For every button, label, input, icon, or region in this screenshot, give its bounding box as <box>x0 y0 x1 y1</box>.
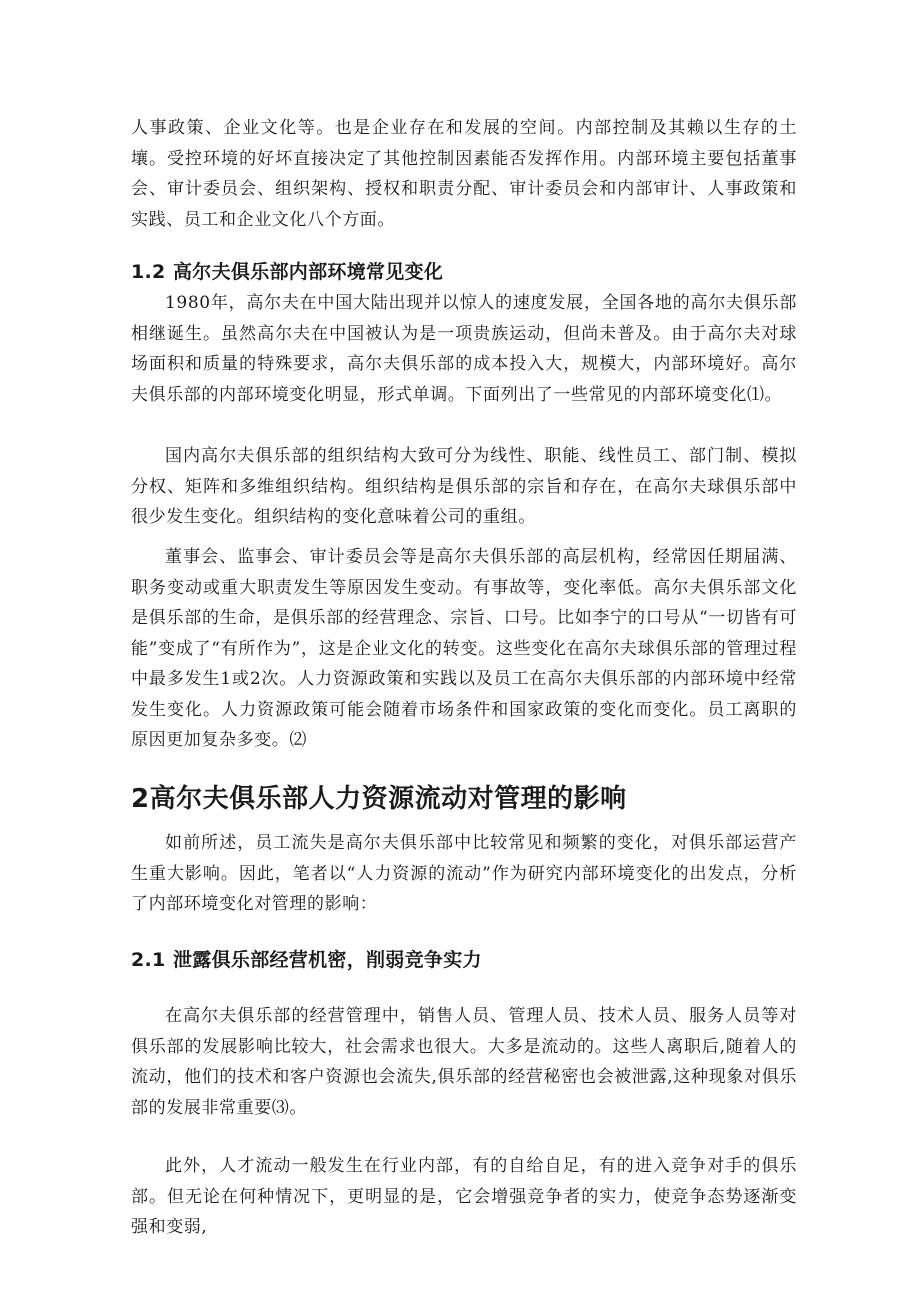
paragraph-golf-history: 1980年，高尔夫在中国大陆出现并以惊人的速度发展，全国各地的高尔夫俱乐部相继诞生。虽然高尔夫在中国被认为是一项贵族运动，但尚未普及。由于高尔夫对球场面积和质量的特殊要求，高尔夫俱乐部的成本投入大，规模大，内部环境好。高尔夫俱乐部的内部环境变化明显，形式单调。下面列出了一些常见的内部环境变化⑴。 <box>131 293 797 405</box>
heading-title: 高尔夫俱乐部人力资源流动对管理的影响 <box>149 784 627 814</box>
paragraph-staff-turnover: 如前所述，员工流失是高尔夫俱乐部中比较常见和频繁的变化，对俱乐部运营产生重大影响。因此，笔者以“人力资源的流动”作为研究内部环境变化的出发点，分析了内部环境变化对管理的影响： <box>131 833 797 914</box>
heading-number: 2 <box>131 784 150 814</box>
heading-number: 2.1 <box>131 949 166 971</box>
paragraph-board-and-culture: 董事会、监事会、审计委员会等是高尔夫俱乐部的高层机构，经常因任期届满、职务变动或重大职责发生等原因发生变动。有事故等，变化率低。高尔夫俱乐部文化是俱乐部的生命，是俱乐部的经营理念、宗旨、口号。比如李宁的口号从“一切皆有可能”变成了“有所作为”，这是企业文化的转变。这些变化在高尔夫球俱乐部的管理过程中最多发生1或2次。人力资源政策和实践以及员工在高尔夫俱乐部的内部环境中经常发生变化。人力资源政策可能会随着市场条件和国家政策的变化而变化。员工离职的原因更加复杂多变。⑵ <box>131 547 797 750</box>
heading-number: 1.2 <box>131 261 166 283</box>
heading-title: 泄露俱乐部经营机密，削弱竞争实力 <box>173 949 482 971</box>
paragraph-talent-flow: 此外，人才流动一般发生在行业内部，有的自给自足，有的进入竞争对手的俱乐部。但无论在何种情况下，更明显的是，它会增强竞争者的实力，使竞争态势逐渐变强和变弱, <box>131 1156 797 1237</box>
paragraph-business-secrets: 在高尔夫俱乐部的经营管理中，销售人员、管理人员、技术人员、服务人员等对俱乐部的发展影响比较大，社会需求也很大。大多是流动的。这些人离职后,随着人的流动，他们的技术和客户资源也会流失,俱乐部的经营秘密也会被泄露,这种现象对俱乐部的发展非常重要⑶。 <box>131 1006 797 1118</box>
heading-2 <box>131 780 627 818</box>
heading-title: 高尔夫俱乐部内部环境常见变化 <box>173 261 444 283</box>
paragraph-internal-environment: 人事政策、企业文化等。也是企业存在和发展的空间。内部控制及其赖以生存的土壤。受控环境的好坏直接决定了其他控制因素能否发挥作用。内部环境主要包括董事会、审计委员会、组织架构、授权和职责分配、审计委员会和内部审计、人事政策和实践、员工和企业文化八个方面。 <box>131 118 797 230</box>
heading-1-2 <box>131 257 443 287</box>
heading-2-1 <box>131 945 482 975</box>
paragraph-organization-structure: 国内高尔夫俱乐部的组织结构大致可分为线性、职能、线性员工、部门制、模拟分权、矩阵和多维组织结构。组织结构是俱乐部的宗旨和存在，在高尔夫球俱乐部中很少发生变化。组织结构的变化意味着公司的重组。 <box>131 446 797 527</box>
